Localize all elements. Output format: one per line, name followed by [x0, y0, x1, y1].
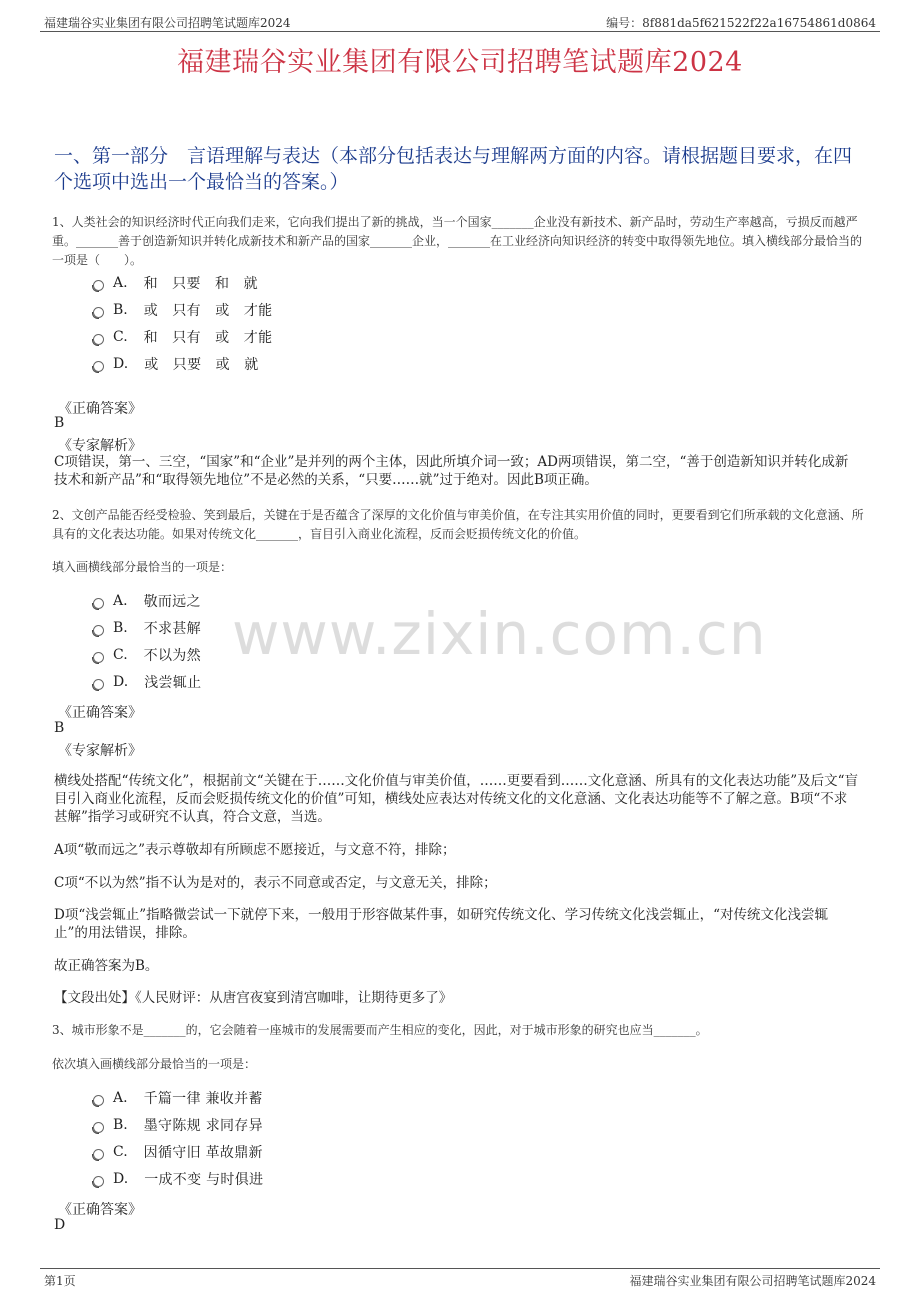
q2-analysis-label: 《专家解析》 — [58, 743, 142, 759]
q3-option-c[interactable] — [93, 1142, 263, 1162]
radio-icon[interactable] — [93, 1095, 104, 1106]
option-letter: C. — [113, 647, 128, 663]
q2-option-c[interactable] — [93, 645, 201, 665]
q2-analysis-para-4: D项“浅尝辄止”指略微尝试一下就停下来，一般用于形容做某件事，如研究传统文化、学习传统文化浅尝辄止，“对传统文化浅尝辄止”的用法错误，排除。 — [54, 907, 829, 941]
q1-analysis-text: C项错误，第一、三空，“国家”和“企业”是并列的两个主体，因此所填介词一致；AD两项错误，第二空，“善于创造新知识并转化成新技术和新产品”和“取得领先地位”不是必然的关系，“只要……就”过于绝对。因此B项正确。 — [54, 454, 849, 488]
q3-answer-value: D — [54, 1217, 66, 1233]
option-letter: D. — [113, 356, 129, 372]
option-text: 和 只要 和 就 — [143, 276, 258, 292]
footer-doc-title: 福建瑞谷实业集团有限公司招聘笔试题库2024 — [629, 1274, 876, 1288]
option-letter: A. — [113, 1090, 128, 1106]
option-letter: D. — [113, 1171, 129, 1187]
option-text: 不求甚解 — [143, 621, 201, 637]
radio-icon[interactable] — [93, 679, 104, 690]
radio-icon[interactable] — [93, 1149, 104, 1160]
q3-option-b[interactable] — [93, 1115, 263, 1135]
option-text: 浅尝辄止 — [144, 675, 202, 691]
option-text: 一成不变 与时俱进 — [144, 1172, 264, 1188]
watermark: www.zixin.com.cn — [232, 600, 767, 668]
q1-option-b[interactable] — [93, 300, 272, 320]
radio-icon[interactable] — [93, 1122, 104, 1133]
q2-answer-value: B — [54, 720, 65, 736]
option-text: 敬而远之 — [143, 594, 201, 610]
option-letter: C. — [113, 1144, 128, 1160]
radio-icon[interactable] — [93, 361, 104, 372]
option-text: 千篇一律 兼收并蓄 — [143, 1091, 263, 1107]
footer-page-number: 第1页 — [44, 1274, 76, 1288]
option-text: 或 只有 或 才能 — [143, 303, 273, 319]
option-letter: A. — [113, 593, 128, 609]
q2-option-d[interactable] — [93, 672, 201, 692]
q2-option-b[interactable] — [93, 618, 201, 638]
question-1-stem: 1、人类社会的知识经济时代正向我们走来，它向我们提出了新的挑战，当一个国家_______企业没有新技术、新产品时，劳动生产率越高，亏损反而越严重。_______善于创造新知识并转化成新技术和新产品的国家_______企业，_______在工业经济向知识经济的转变中取得领先地位。填入横线部分最恰当的一项是（ ）。 — [52, 215, 863, 267]
q1-answer-label: 《正确答案》 — [58, 401, 142, 417]
header-divider — [40, 31, 880, 32]
q2-analysis-conclusion: 故正确答案为B。 — [54, 958, 159, 974]
q2-answer-label: 《正确答案》 — [58, 705, 142, 721]
q3-option-d[interactable] — [93, 1169, 263, 1189]
radio-icon[interactable] — [93, 625, 104, 636]
q1-answer-value: B — [54, 415, 65, 431]
radio-icon[interactable] — [93, 280, 104, 291]
option-letter: B. — [113, 620, 128, 636]
q3-prompt: 依次填入画横线部分最恰当的一项是： — [52, 1057, 257, 1071]
radio-icon[interactable] — [93, 334, 104, 345]
option-text: 不以为然 — [143, 648, 201, 664]
section-heading: 一、第一部分 言语理解与表达（本部分包括表达与理解两方面的内容。请根据题目要求，在四个选项中选出一个最恰当的答案。） — [54, 145, 853, 193]
radio-icon[interactable] — [93, 307, 104, 318]
question-2-stem: 2、文创产品能否经受检验、笑到最后，关键在于是否蕴含了深厚的文化价值与审美价值，在专注其实用价值的同时，更要看到它们所承载的文化意涵、所具有的文化表达功能。如果对传统文化_______，盲目引入商业化流程，反而会贬损传统文化的价值。 — [52, 508, 864, 541]
header-doc-title: 福建瑞谷实业集团有限公司招聘笔试题库2024 — [44, 16, 291, 30]
option-letter: B. — [113, 1117, 128, 1133]
page-header — [0, 0, 920, 34]
radio-icon[interactable] — [93, 652, 104, 663]
q1-option-d[interactable] — [93, 354, 259, 374]
q2-analysis-para-2: A项“敬而远之”表示尊敬却有所顾虑不愿接近，与文意不符，排除； — [54, 842, 456, 858]
option-text: 或 只要 或 就 — [144, 357, 259, 373]
q1-option-a[interactable] — [93, 273, 258, 293]
q1-option-c[interactable] — [93, 327, 272, 347]
option-text: 和 只有 或 才能 — [143, 330, 273, 346]
option-letter: D. — [113, 674, 129, 690]
q2-option-a[interactable] — [93, 591, 201, 611]
q1-analysis-label: 《专家解析》 — [58, 438, 142, 454]
option-text: 墨守陈规 求同存异 — [143, 1118, 263, 1134]
option-letter: C. — [113, 329, 128, 345]
option-letter: B. — [113, 302, 128, 318]
question-3-stem: 3、城市形象不是_______的，它会随着一座城市的发展需要而产生相应的变化，因此，对于城市形象的研究也应当_______。 — [52, 1023, 708, 1037]
footer-divider — [40, 1268, 880, 1269]
q2-analysis-para-3: C项“不以为然”指不认为是对的，表示不同意或否定，与文意无关，排除； — [54, 875, 497, 891]
q2-analysis-para-1: 横线处搭配“传统文化”，根据前文“关键在于……文化价值与审美价值，……更要看到……文化意涵、所具有的文化表达功能”及后文“盲目引入商业化流程，反而会贬损传统文化的价值”可知，横线处应表达对传统文化的文化意涵、文化表达功能等不了解之意。B项“不求甚解”指学习或研究不认真，符合文意，当选。 — [54, 773, 859, 825]
page-title: 福建瑞谷实业集团有限公司招聘笔试题库2024 — [177, 47, 743, 78]
radio-icon[interactable] — [93, 1176, 104, 1187]
option-text: 因循守旧 革故鼎新 — [143, 1145, 263, 1161]
header-doc-number: 编号：8f881da5f621522f22a16754861d0864 — [606, 16, 876, 30]
radio-icon[interactable] — [93, 598, 104, 609]
q3-option-a[interactable] — [93, 1088, 263, 1108]
q2-prompt: 填入画横线部分最恰当的一项是： — [52, 560, 233, 574]
q3-answer-label: 《正确答案》 — [58, 1202, 142, 1218]
q2-source: 【文段出处】《人民财评：从唐宫夜宴到清宫咖啡，让期待更多了》 — [54, 990, 453, 1006]
option-letter: A. — [113, 275, 128, 291]
